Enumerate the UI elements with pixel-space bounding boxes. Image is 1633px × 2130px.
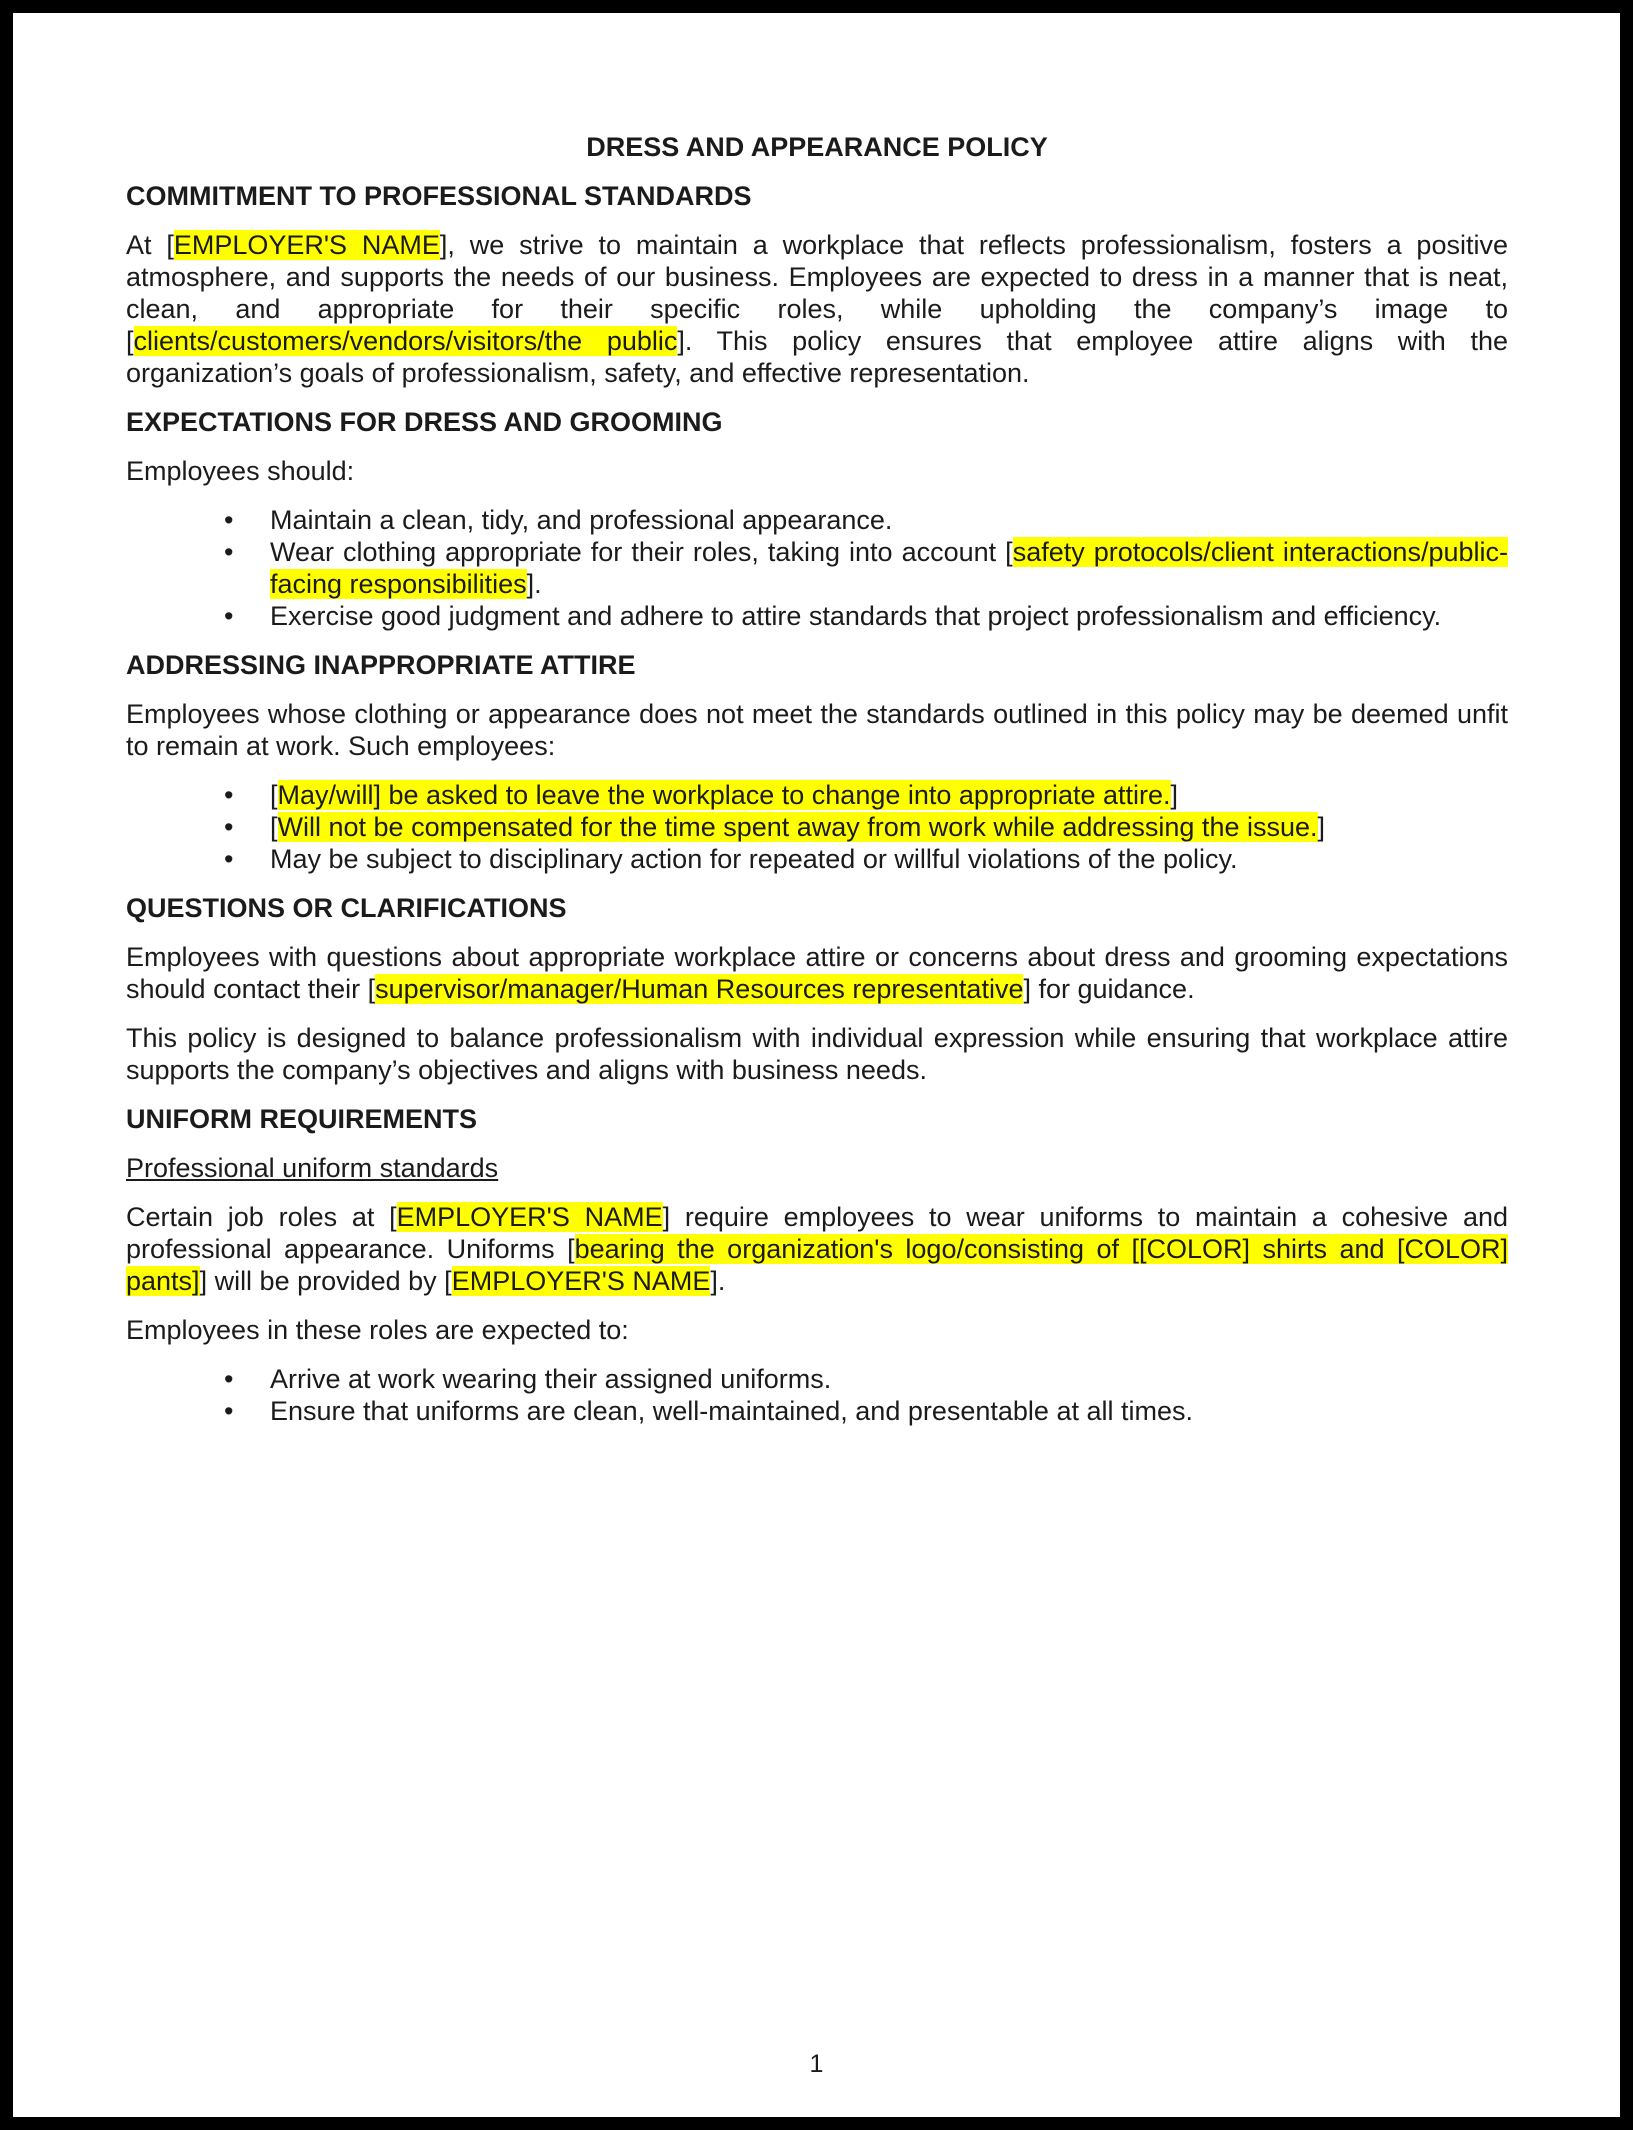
text-run: Employees with questions about appropriate workplace attire or concerns about dress and grooming expectations should contact their [ xyxy=(126,942,1508,1004)
highlighted-placeholder: safety protocols/client interactions/public-facing responsibilities xyxy=(270,537,1508,599)
section-heading: EXPECTATIONS FOR DRESS AND GROOMING xyxy=(126,407,723,437)
section-heading: ADDRESSING INAPPROPRIATE ATTIRE xyxy=(126,650,636,680)
text-run: [ xyxy=(270,812,278,842)
text-run: At [ xyxy=(126,230,174,260)
bullet-item xyxy=(222,600,1508,632)
paragraph xyxy=(126,1314,1508,1346)
text-run: ]. This policy ensures that employee attire aligns with the organization’s goals of professionalism, safety, and effective representation. xyxy=(126,326,1508,388)
page-number: 1 xyxy=(809,2050,824,2078)
text-run: [ xyxy=(270,780,278,810)
section-heading: UNIFORM REQUIREMENTS xyxy=(126,1104,477,1134)
text-run: ] xyxy=(1170,780,1179,810)
text-run: ] for guidance. xyxy=(1023,974,1195,1004)
text-run: ] will be provided by [ xyxy=(199,1266,452,1296)
text-run: ]. xyxy=(526,569,542,599)
highlighted-placeholder: EMPLOYER'S NAME xyxy=(173,230,440,260)
bullet-item xyxy=(222,843,1508,875)
text-run: Employees whose clothing or appearance does not meet the standards outlined in this policy may be deemed unfit to remain at work. Such employees: xyxy=(126,699,1508,761)
document-title: DRESS AND APPEARANCE POLICY xyxy=(586,132,1048,162)
text-run: Wear clothing appropriate for their roles, taking into account [ xyxy=(270,537,1013,567)
section-heading: QUESTIONS OR CLARIFICATIONS xyxy=(126,893,567,923)
text-run: Employees in these roles are expected to: xyxy=(126,1315,629,1345)
paragraph xyxy=(126,941,1508,1005)
text-run: Exercise good judgment and adhere to attire standards that project professionalism and efficiency. xyxy=(270,601,1442,631)
bullet-item xyxy=(222,504,1508,536)
highlighted-placeholder: bearing the organization's logo/consisting of [[COLOR] shirts and [COLOR] pants] xyxy=(126,1234,1508,1296)
paragraph xyxy=(126,229,1508,389)
text-run: This policy is designed to balance professionalism with individual expression while ensuring that workplace attire supports the company’s objectives and aligns with business needs. xyxy=(126,1023,1508,1085)
text-run: ] xyxy=(1317,812,1326,842)
bullet-item xyxy=(222,779,1508,811)
bullet-list xyxy=(126,504,1508,632)
paragraph xyxy=(126,1022,1508,1086)
text-run: Maintain a clean, tidy, and professional appearance. xyxy=(270,505,893,535)
text-run: ] require employees to wear uniforms to maintain a cohesive and professional appearance. Uniforms [ xyxy=(126,1202,1508,1264)
highlighted-placeholder: EMPLOYER'S NAME xyxy=(451,1266,711,1296)
document-content xyxy=(13,13,1620,1427)
text-run: Employees should: xyxy=(126,456,355,486)
highlighted-placeholder: clients/customers/vendors/visitors/the public xyxy=(133,326,678,356)
paragraph xyxy=(126,455,1508,487)
text-run: Arrive at work wearing their assigned uniforms. xyxy=(270,1364,832,1394)
highlighted-placeholder: May/will] be asked to leave the workplace to change into appropriate attire. xyxy=(277,780,1171,810)
bullet-item xyxy=(222,811,1508,843)
bullet-item xyxy=(222,1363,1508,1395)
paragraph xyxy=(126,1201,1508,1297)
bullet-list xyxy=(126,1363,1508,1427)
highlighted-placeholder: EMPLOYER'S NAME xyxy=(396,1202,663,1232)
text-run: Ensure that uniforms are clean, well-maintained, and presentable at all times. xyxy=(270,1396,1193,1426)
paragraph xyxy=(126,698,1508,762)
bullet-item xyxy=(222,1395,1508,1427)
bullet-item xyxy=(222,536,1508,600)
bullet-list xyxy=(126,779,1508,875)
text-run: Certain job roles at [ xyxy=(126,1202,397,1232)
section-heading: COMMITMENT TO PROFESSIONAL STANDARDS xyxy=(126,181,752,211)
text-run: May be subject to disciplinary action for repeated or willful violations of the policy. xyxy=(270,844,1238,874)
subsection-heading: Professional uniform standards xyxy=(126,1153,499,1183)
highlighted-placeholder: supervisor/manager/Human Resources representative xyxy=(375,974,1024,1004)
text-run: ]. xyxy=(710,1266,726,1296)
text-run: ], we strive to maintain a workplace that reflects professionalism, fosters a positive atmosphere, and supports the needs of our business. Employees are expected to dress in a manner that is neat, clean, and appropriate for their specific roles, while upholding the company’s image to [ xyxy=(126,230,1508,356)
highlighted-placeholder: Will not be compensated for the time spent away from work while addressing the issue. xyxy=(277,812,1318,842)
